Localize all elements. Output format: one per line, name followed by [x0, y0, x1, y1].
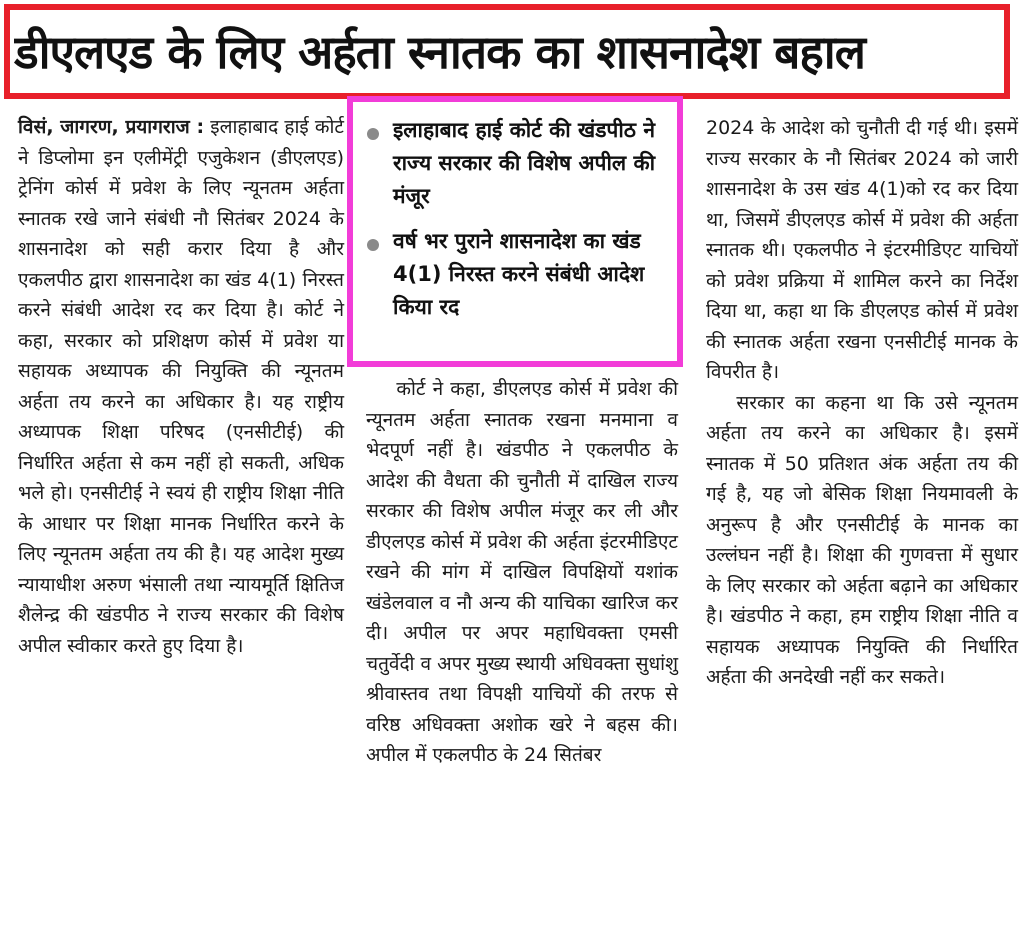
byline: विसं, जागरण, प्रयागराज :	[18, 116, 205, 138]
highlight-text: वर्ष भर पुराने शासनादेश का खंड 4(1) निरस्त करने संबंधी आदेश किया रद	[393, 229, 645, 319]
article-column-1	[18, 112, 344, 661]
column-3-paragraph-1: 2024 के आदेश को चुनौती दी गई थी। इसमें राज्य सरकार के नौ सितंबर 2024 को जारी शासनादेश के उस खंड 4(1)को रद कर दिया था, जिसमें डीएलएड कोर्स में प्रवेश की अर्हता स्नातक थी। एकलपीठ ने इंटरमीडिएट याचियों को प्रवेश प्रक्रिया में शामिल करने का निर्देश दिया था, कहा था कि डीएलएड कोर्स में प्रवेश की स्नातक अर्हता रखना एनसीटीई मानक के विपरीत है।	[706, 117, 1018, 383]
column-3-paragraph-2: सरकार का कहना था कि उसे न्यूनतम अर्हता तय करने का अधिकार है। इसमें स्नातक में 50 प्रतिशत अंक अर्हता तय की गई है, यह जो बेसिक शिक्षा नियमावली के अनुरूप है और एनसीटीई के मानक का उल्लंघन नहीं है। शिक्षा की गुणवत्ता में सुधार के लिए सरकार को अर्हता बढ़ाने का अधिकार है। खंडपीठ ने कहा, हम राष्ट्रीय शिक्षा नीति व सहायक अध्यापक नियुक्ति की निर्धारित अर्हता की अनदेखी नहीं कर सकते।	[706, 391, 1018, 688]
article-column-3	[706, 113, 1018, 693]
column-1-paragraph	[18, 112, 344, 661]
article-column-2	[366, 374, 678, 771]
column-2-paragraph: कोर्ट ने कहा, डीएलएड कोर्स में प्रवेश की न्यूनतम अर्हता स्नातक रखना मनमाना व भेदपूर्ण नहीं है। खंडपीठ ने एकलपीठ के आदेश की वैधता की चुनौती में दाखिल राज्य सरकार की विशेष अपील मंजूर कर ली और डीएलएड कोर्स में प्रवेश की अर्हता इंटरमीडिएट रखने की मांग में दाखिल विपक्षियों यशांक खंडेलवाल व नौ अन्य की याचिका खारिज कर दी। अपील पर अपर महाधिवक्ता एमसी चतुर्वेदी व अपर मुख्य स्थायी अधिवक्ता सुधांशु श्रीवास्तव तथा विपक्षी याचियों की तरफ से वरिष्ठ अधिवक्ता अशोक खरे ने बहस की। अपील में एकलपीठ के 24 सितंबर	[366, 378, 678, 766]
highlight-item	[359, 114, 671, 213]
column-1-text: इलाहाबाद हाई कोर्ट ने डिप्लोमा इन एलीमेंट्री एजुकेशन (डीएलएड) ट्रेनिंग कोर्स में प्रवेश के लिए न्यूनतम अर्हता स्नातक रखे जाने संबंधी नौ सितंबर 2024 के शासनादेश को सही करार दिया है और एकलपीठ द्वारा शासनादेश का खंड 4(1) निरस्त करने संबंधी आदेश रद कर दिया है। कोर्ट ने कहा, सरकार को प्रशिक्षण कोर्स में प्रवेश या सहायक अध्यापक की नियुक्ति की न्यूनतम अर्हता तय करने का अधिकार है। यह राष्ट्रीय अध्यापक शिक्षा परिषद (एनसीटीई) की निर्धारित अर्हता से कम नहीं हो सकती, अधिक भले हो। एनसीटीई ने स्वयं ही राष्ट्रीय शिक्षा नीति के आधार पर शिक्षा मानक निर्धारित करने के लिए न्यूनतम अर्हता तय की है। यह आदेश मुख्य न्यायाधीश अरुण भंसाली तथा न्यायमूर्ति क्षितिज शैलेन्द्र की खंडपीठ ने राज्य सरकार की विशेष अपील स्वीकार करते हुए दिया है।	[18, 116, 344, 657]
highlights-box	[347, 96, 683, 367]
bullet-icon	[367, 239, 379, 251]
bullet-icon	[367, 128, 379, 140]
page-title: डीएलएड के लिए अर्हता स्नातक का शासनादेश बहाल	[14, 25, 865, 79]
highlight-text: इलाहाबाद हाई कोर्ट की खंडपीठ ने राज्य सरकार की विशेष अपील की मंजूर	[393, 118, 656, 208]
highlight-item	[359, 225, 671, 324]
